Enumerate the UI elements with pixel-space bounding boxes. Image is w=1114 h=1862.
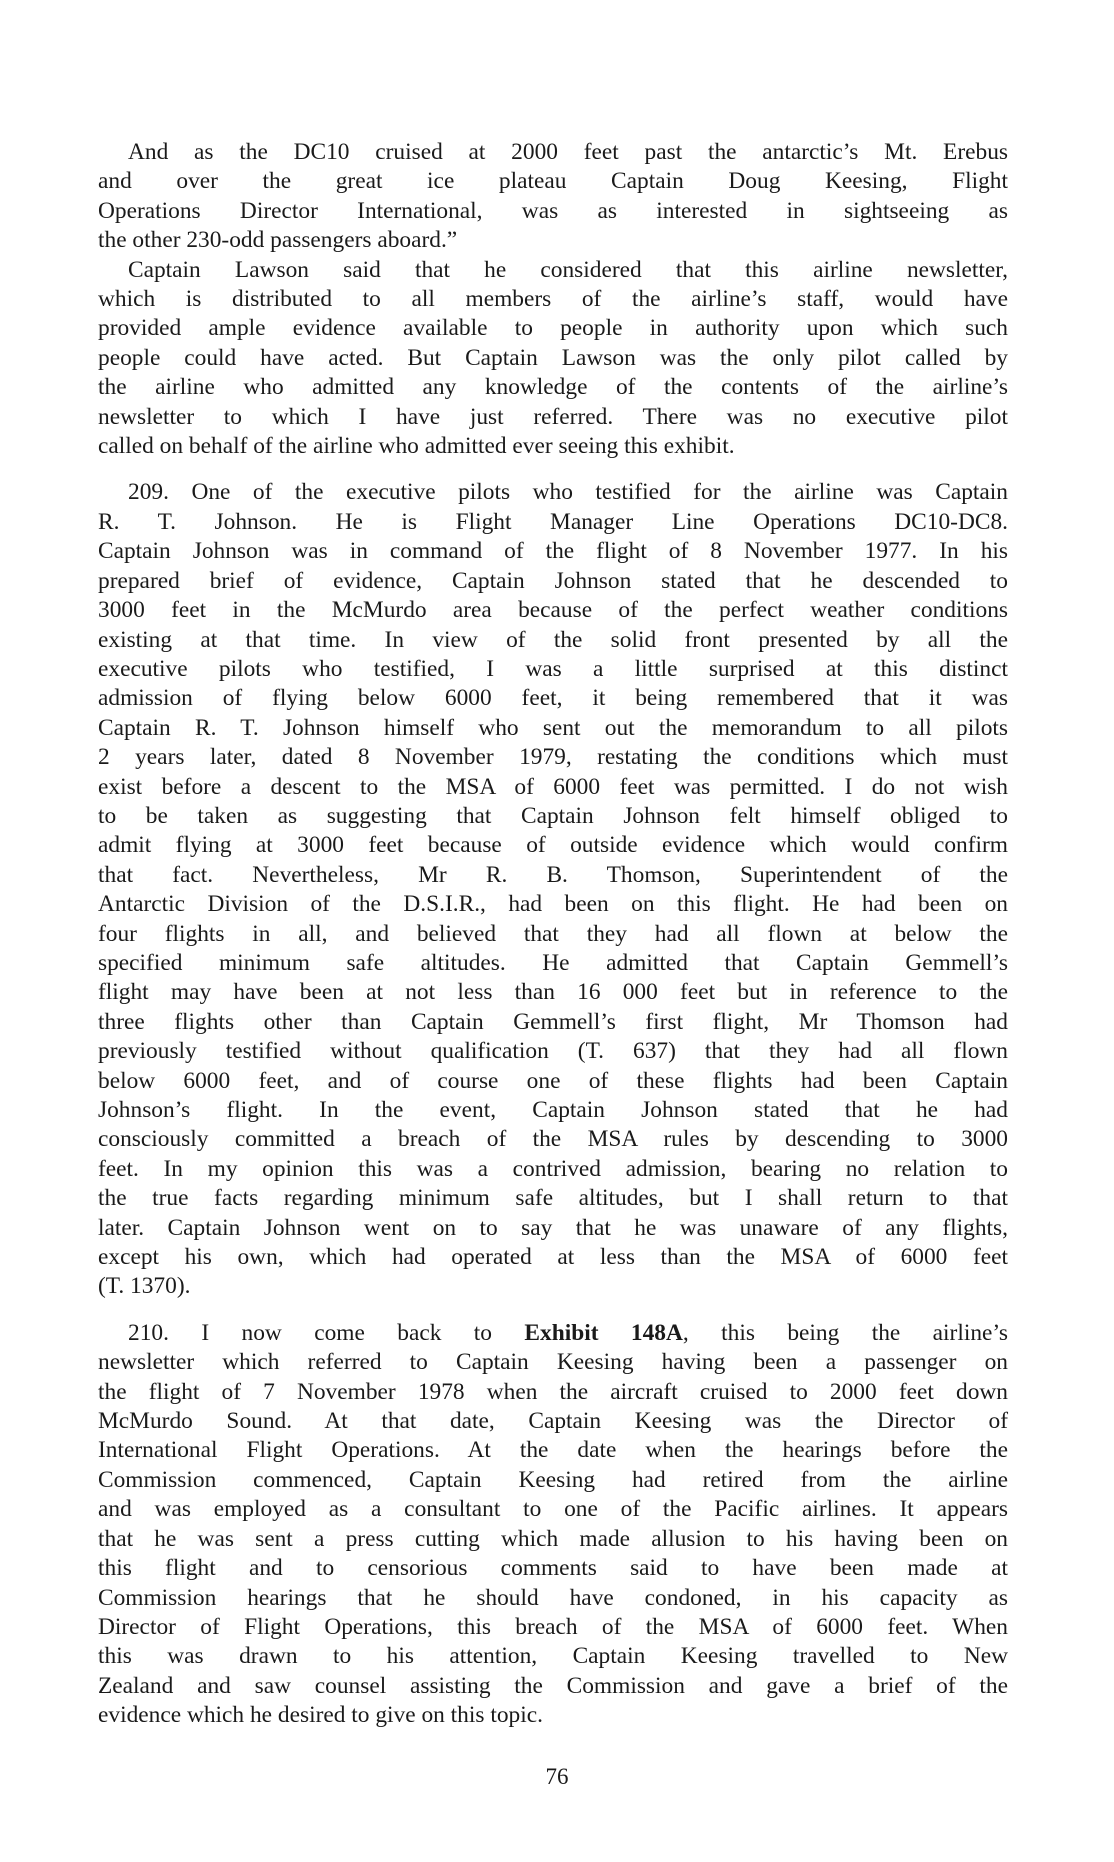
text-line: consciously committed a breach of the MSA rules by descending to 3000 [98, 1126, 1008, 1153]
text-line: Director of Flight Operations, this breach of the MSA of 6000 feet. When [98, 1613, 1008, 1640]
text-line: McMurdo Sound. At that date, Captain Keesing was the Director of [98, 1408, 1008, 1435]
text-line: 209. One of the executive pilots who testified for the airline was Captain [128, 479, 1008, 506]
text-line: that he was sent a press cutting which made allusion to his having been on [98, 1525, 1008, 1552]
text-line: provided ample evidence available to people in authority upon which such [98, 315, 1008, 342]
text-line: And as the DC10 cruised at 2000 feet past the antarctic’s Mt. Erebus [128, 139, 1008, 165]
text-line: 3000 feet in the McMurdo area because of the perfect weather conditions [98, 597, 1008, 624]
text-line: specified minimum safe altitudes. He admitted that Captain Gemmell’s [98, 949, 1008, 976]
text-line: which is distributed to all members of the airline’s staff, would have [98, 286, 1008, 313]
text-line: called on behalf of the airline who admitted ever seeing this exhibit. [98, 433, 735, 460]
text-line: executive pilots who testified, I was a little surprised at this distinct [98, 655, 1008, 682]
text-line: the true facts regarding minimum safe altitudes, but I shall return to that [98, 1185, 1008, 1212]
first-line-text-before: 210. I now come back to [128, 1319, 525, 1346]
text-line: admission of flying below 6000 feet, it being remembered that it was [98, 685, 1008, 712]
text-line: this was drawn to his attention, Captain Keesing travelled to New [98, 1643, 1008, 1670]
text-line: admit flying at 3000 feet because of outside evidence which would confirm [98, 832, 1008, 859]
text-line: Captain Johnson was in command of the flight of 8 November 1977. In his [98, 538, 1008, 565]
text-line: and was employed as a consultant to one of the Pacific airlines. It appears [98, 1496, 1008, 1523]
text-line: four flights in all, and believed that they had all flown at below the [98, 920, 1008, 947]
text-line: newsletter which referred to Captain Keesing having been a passenger on [98, 1349, 1008, 1376]
paragraph-210-first-line [98, 1319, 1008, 1348]
text-line: previously testified without qualification (T. 637) that they had all flown [98, 1038, 1008, 1065]
text-line: flight may have been at not less than 16 000 feet but in reference to the [98, 979, 1008, 1006]
paragraph-210 [98, 1319, 1008, 1731]
text-line: that fact. Nevertheless, Mr R. B. Thomson, Superintendent of the [98, 861, 1008, 888]
text-line: the airline who admitted any knowledge of the contents of the airline’s [98, 374, 1008, 401]
text-line: Zealand and saw counsel assisting the Commission and gave a brief of the [98, 1672, 1008, 1699]
text-line: Operations Director International, was as interested in sightseeing as [98, 197, 1008, 224]
paragraph-209 [98, 478, 1008, 1301]
text-line: Captain R. T. Johnson himself who sent out the memorandum to all pilots [98, 714, 1008, 741]
text-line: three flights other than Captain Gemmell’s first flight, Mr Thomson had [98, 1008, 1008, 1035]
page-number: 76 [545, 1764, 569, 1789]
text-line: people could have acted. But Captain Lawson was the only pilot called by [98, 344, 1008, 371]
text-line: the flight of 7 November 1978 when the aircraft cruised to 2000 feet down [98, 1378, 1008, 1405]
text-line: to be taken as suggesting that Captain Johnson felt himself obliged to [98, 802, 1008, 829]
text-line: prepared brief of evidence, Captain Johnson stated that he descended to [98, 567, 1008, 594]
first-line-text-after: , this being the airline’s [682, 1319, 1009, 1346]
document-page [98, 138, 1008, 1748]
exhibit-reference: Exhibit 148A [524, 1319, 683, 1346]
text-line: Commission commenced, Captain Keesing had retired from the airline [98, 1466, 1008, 1493]
text-line: International Flight Operations. At the date when the hearings before the [98, 1437, 1008, 1464]
text-line: 2 years later, dated 8 November 1979, restating the conditions which must [98, 744, 1008, 771]
text-line: Commission hearings that he should have condoned, in his capacity as [98, 1584, 1008, 1611]
text-line: below 6000 feet, and of course one of these flights had been Captain [98, 1067, 1008, 1094]
paragraph-quote-end [98, 138, 1008, 461]
text-line: the other 230-odd passengers aboard.” [98, 227, 458, 254]
text-line: exist before a descent to the MSA of 6000 feet was permitted. I do not wish [98, 773, 1008, 800]
text-line: R. T. Johnson. He is Flight Manager Line Operations DC10-DC8. [98, 508, 1008, 535]
text-line: evidence which he desired to give on this topic. [98, 1702, 543, 1729]
text-line: and over the great ice plateau Captain Doug Keesing, Flight [98, 168, 1008, 195]
text-line: Johnson’s flight. In the event, Captain Johnson stated that he had [98, 1097, 1008, 1123]
text-line: this flight and to censorious comments said to have been made at [98, 1555, 1008, 1582]
text-line: feet. In my opinion this was a contrived admission, bearing no relation to [98, 1155, 1008, 1182]
text-line: later. Captain Johnson went on to say that he was unaware of any flights, [98, 1214, 1008, 1241]
text-line: Antarctic Division of the D.S.I.R., had been on this flight. He had been on [98, 891, 1008, 918]
text-line: newsletter to which I have just referred. There was no executive pilot [98, 403, 1008, 430]
text-line: Captain Lawson said that he considered that this airline newsletter, [128, 256, 1008, 283]
text-line: except his own, which had operated at less than the MSA of 6000 feet [98, 1244, 1008, 1271]
text-line: (T. 1370). [98, 1273, 191, 1300]
text-line: existing at that time. In view of the solid front presented by all the [98, 626, 1008, 653]
